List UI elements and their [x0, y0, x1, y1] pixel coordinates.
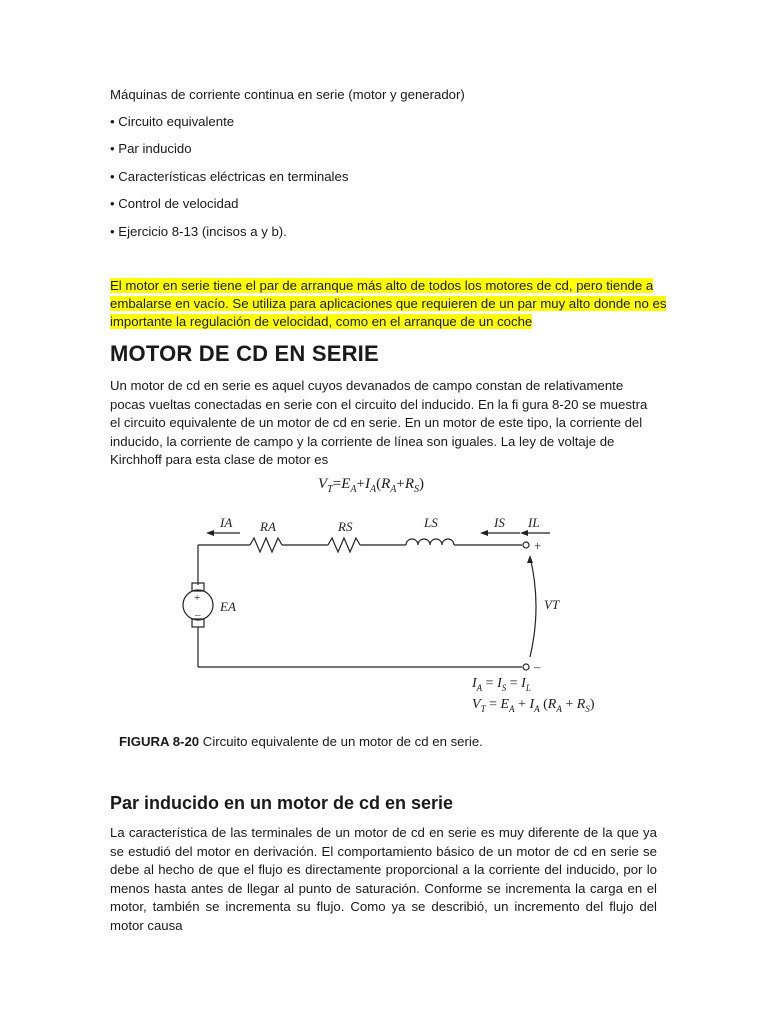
highlight-line: embalarse en vacío. Se utiliza para aplicaciones que requieren de un par muy alto donde no es	[110, 296, 667, 311]
highlight-line: importante la regulación de velocidad, como en el arranque de un coche	[110, 314, 533, 329]
label-rs: RS	[338, 519, 353, 534]
label-vt: VT	[544, 597, 560, 612]
intro-title: Máquinas de corriente continua en serie (motor y generador)	[110, 87, 465, 102]
bullet-item: • Circuito equivalente	[110, 114, 235, 129]
bullet-item: • Ejercicio 8-13 (incisos a y b).	[110, 224, 287, 239]
highlight-line: El motor en serie tiene el par de arranque más alto de todos los motores de cd, pero tiende a	[110, 278, 654, 293]
label-il: IL	[528, 515, 540, 530]
bullet-item: • Características eléctricas en terminales	[110, 169, 349, 184]
figure-caption-text: Circuito equivalente de un motor de cd en serie.	[199, 734, 483, 749]
generator-plus: +	[194, 592, 201, 604]
figure-equation-currents: $I_A = I_S = I_L$	[472, 676, 531, 693]
generator-minus: –	[195, 609, 201, 621]
label-ls: LS	[424, 515, 438, 530]
figure-caption-label: FIGURA 8-20	[119, 734, 200, 749]
label-ia: IA	[220, 515, 233, 530]
bullet-item: • Control de velocidad	[110, 196, 239, 211]
highlighted-paragraph	[110, 277, 667, 331]
bullet-item: • Par inducido	[110, 141, 192, 156]
kirchhoff-equation: $V_T=E_A+I_A(R_A+R_S)$	[318, 476, 424, 495]
figure-equation-voltage: $V_T = E_A + I_A$ $(R_A + R_S)$	[472, 697, 595, 714]
label-ea: EA	[220, 599, 236, 614]
terminal-minus: –	[534, 659, 541, 674]
section-heading: Par inducido en un motor de cd en serie	[110, 793, 454, 813]
section-heading: MOTOR DE CD EN SERIE	[110, 341, 379, 366]
section-paragraph: Un motor de cd en serie es aquel cuyos devanados de campo constan de relativamente pocas vueltas conectadas en serie con el circuito del inducido. En la fi gura 8-20 se muestra el circuito equivalente de un motor de cd en serie. En un motor de este tipo, la corriente del inducido, la corriente de campo y la corriente de línea son iguales. La ley de voltaje de Kirchhoff para esta clase de motor es	[110, 378, 648, 468]
series-motor-circuit-diagram	[160, 505, 600, 720]
figure-caption	[119, 733, 483, 751]
label-is: IS	[494, 515, 505, 530]
section-paragraph: La característica de las terminales de un motor de cd en serie es muy diferente de la que ya se estudió del motor en derivación. El comportamiento básico de un motor de cd en serie se debe al hecho de que el flujo es directamente proporcional a la corriente del inducido, por lo menos hasta antes de llegar al punto de saturación. Conforme se incrementa la carga en el motor, también se incrementa su flujo. Como ya se describió, un incremento del flujo del motor causa	[110, 825, 657, 933]
terminal-plus: +	[534, 538, 542, 553]
label-ra: RA	[260, 519, 276, 534]
